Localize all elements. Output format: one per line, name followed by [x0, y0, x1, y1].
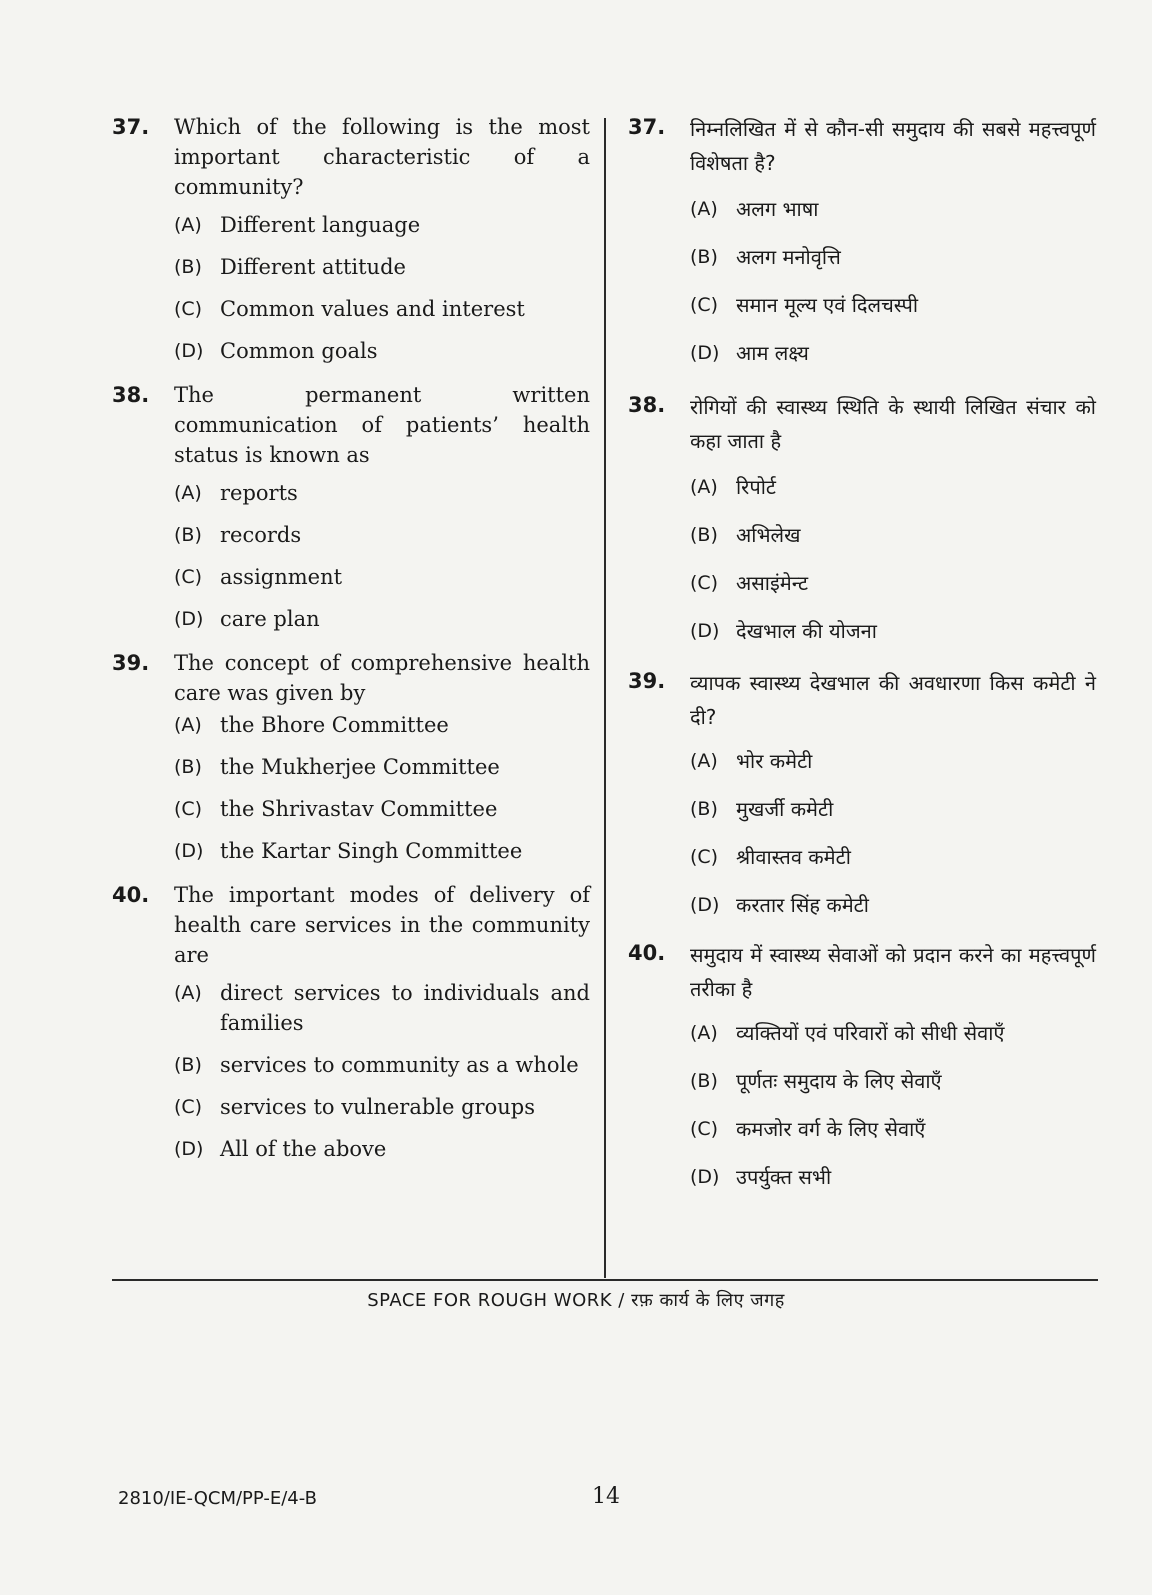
option-label: (B): [690, 524, 718, 546]
question-number: 38.: [112, 383, 150, 407]
option-c: [174, 794, 590, 824]
option-label: (B): [174, 256, 202, 278]
question-text: निम्नलिखित में से कौन-सी समुदाय की सबसे महत्त्वपूर्ण विशेषता है?: [690, 117, 1096, 175]
option-b: [690, 520, 1096, 550]
question-text: The permanent written communication of patients’ health status is known as: [174, 383, 590, 467]
page-number: 14: [592, 1484, 620, 1509]
question-text: समुदाय में स्वास्थ्य सेवाओं को प्रदान करने का महत्त्वपूर्ण तरीका है: [690, 943, 1096, 1001]
option-label: (A): [174, 482, 202, 504]
option-label: (D): [174, 340, 204, 362]
option-text: All of the above: [220, 1137, 387, 1161]
options-list: [690, 1018, 1096, 1192]
option-b: [174, 252, 590, 282]
option-label: (B): [174, 524, 202, 546]
options-list: [174, 478, 590, 634]
option-label: (A): [174, 982, 202, 1004]
option-text: समान मूल्य एवं दिलचस्पी: [736, 293, 919, 317]
option-text: उपर्युक्त सभी: [736, 1165, 832, 1189]
option-label: (B): [174, 1054, 202, 1076]
question-number: 38.: [628, 393, 666, 417]
option-c: [690, 842, 1096, 872]
option-label: (B): [690, 1070, 718, 1092]
option-text: अभिलेख: [736, 523, 801, 547]
option-label: (C): [174, 566, 203, 588]
option-label: (C): [690, 294, 719, 316]
question-40-hi: [628, 938, 1096, 1192]
option-d: [690, 616, 1096, 646]
option-a: [174, 210, 590, 240]
option-label: (D): [690, 620, 720, 642]
question-number: 39.: [112, 651, 150, 675]
option-text: असाइंमेन्ट: [736, 571, 809, 595]
option-label: (A): [690, 750, 718, 772]
option-text: श्रीवास्तव कमेटी: [736, 845, 851, 869]
question-38-en: [112, 380, 590, 634]
question-text: रोगियों की स्वास्थ्य स्थिति के स्थायी लिखित संचार को कहा जाता है: [690, 395, 1096, 453]
options-list: [690, 746, 1096, 920]
option-d: [174, 1134, 590, 1164]
option-label: (A): [174, 214, 202, 236]
option-text: Common values and interest: [220, 297, 525, 321]
option-label: (A): [690, 1022, 718, 1044]
option-text: records: [220, 523, 302, 547]
options-list: [174, 710, 590, 866]
option-text: पूर्णतः समुदाय के लिए सेवाएँ: [736, 1069, 942, 1093]
question-37-en: [112, 112, 590, 366]
english-column: [112, 112, 590, 1182]
option-label: (B): [690, 246, 718, 268]
question-number: 40.: [112, 883, 150, 907]
option-text: the Bhore Committee: [220, 713, 449, 737]
option-text: भोर कमेटी: [736, 749, 813, 773]
option-b: [174, 1050, 590, 1080]
question-number: 37.: [628, 115, 666, 139]
option-text: रिपोर्ट: [736, 475, 776, 499]
question-39-en: [112, 648, 590, 866]
option-label: (A): [174, 714, 202, 736]
option-label: (A): [690, 198, 718, 220]
option-c: [690, 1114, 1096, 1144]
option-a: [690, 472, 1096, 502]
question-37-hi: [628, 112, 1096, 368]
option-c: [690, 568, 1096, 598]
option-text: कमजोर वर्ग के लिए सेवाएँ: [736, 1117, 926, 1141]
option-label: (C): [690, 572, 719, 594]
option-label: (D): [174, 840, 204, 862]
option-text: करतार सिंह कमेटी: [736, 893, 869, 917]
options-list: [174, 978, 590, 1164]
option-d: [174, 336, 590, 366]
paper-code: 2810/IE-QCM/PP-E/4-B: [118, 1488, 317, 1509]
option-text: व्यक्तियों एवं परिवारों को सीधी सेवाएँ: [736, 1021, 1005, 1045]
option-text: care plan: [220, 607, 320, 631]
option-text: direct services to individuals and families: [220, 981, 590, 1035]
option-label: (D): [690, 342, 720, 364]
option-text: Different language: [220, 213, 421, 237]
options-list: [174, 210, 590, 366]
option-c: [690, 290, 1096, 320]
option-label: (A): [690, 476, 718, 498]
option-text: reports: [220, 481, 298, 505]
option-b: [690, 242, 1096, 272]
option-label: (D): [174, 1138, 204, 1160]
question-number: 37.: [112, 115, 150, 139]
question-text: The concept of comprehensive health care was given by: [174, 651, 590, 705]
option-a: [174, 710, 590, 740]
option-label: (C): [174, 798, 203, 820]
column-divider: [604, 118, 606, 1278]
option-text: services to vulnerable groups: [220, 1095, 535, 1119]
options-list: [690, 194, 1096, 368]
option-c: [174, 1092, 590, 1122]
option-b: [174, 520, 590, 550]
option-text: the Mukherjee Committee: [220, 755, 500, 779]
question-text: The important modes of delivery of health care services in the community are: [174, 883, 590, 967]
option-d: [690, 338, 1096, 368]
option-d: [174, 604, 590, 634]
option-a: [690, 1018, 1096, 1048]
option-c: [174, 562, 590, 592]
option-text: देखभाल की योजना: [736, 619, 877, 643]
question-number: 39.: [628, 669, 666, 693]
option-text: assignment: [220, 565, 343, 589]
option-label: (C): [174, 298, 203, 320]
option-b: [174, 752, 590, 782]
option-text: मुखर्जी कमेटी: [736, 797, 834, 821]
option-text: अलग भाषा: [736, 197, 819, 221]
question-40-en: [112, 880, 590, 1164]
option-label: (B): [174, 756, 202, 778]
option-label: (D): [690, 894, 720, 916]
option-d: [690, 890, 1096, 920]
option-text: Common goals: [220, 339, 378, 363]
option-a: [174, 978, 590, 1038]
option-b: [690, 1066, 1096, 1096]
option-label: (D): [174, 608, 204, 630]
option-b: [690, 794, 1096, 824]
hindi-column: [628, 112, 1096, 1210]
option-label: (D): [690, 1166, 720, 1188]
option-a: [690, 194, 1096, 224]
option-text: the Shrivastav Committee: [220, 797, 498, 821]
option-text: Different attitude: [220, 255, 406, 279]
option-a: [174, 478, 590, 508]
option-c: [174, 294, 590, 324]
question-39-hi: [628, 666, 1096, 920]
option-d: [690, 1162, 1096, 1192]
option-label: (C): [174, 1096, 203, 1118]
question-38-hi: [628, 390, 1096, 646]
option-text: services to community as a whole: [220, 1053, 579, 1077]
option-label: (B): [690, 798, 718, 820]
option-text: अलग मनोवृत्ति: [736, 245, 841, 269]
question-text: व्यापक स्वास्थ्य देखभाल की अवधारणा किस कमेटी ने दी?: [690, 671, 1096, 729]
rough-work-divider: [112, 1279, 1098, 1281]
option-label: (C): [690, 846, 719, 868]
option-text: the Kartar Singh Committee: [220, 839, 523, 863]
option-label: (C): [690, 1118, 719, 1140]
option-d: [174, 836, 590, 866]
option-text: आम लक्ष्य: [736, 341, 809, 365]
option-a: [690, 746, 1096, 776]
rough-work-label: SPACE FOR ROUGH WORK / रफ़ कार्य के लिए जगह: [367, 1290, 785, 1311]
question-number: 40.: [628, 941, 666, 965]
question-text: Which of the following is the most important characteristic of a community?: [174, 115, 590, 199]
options-list: [690, 472, 1096, 646]
